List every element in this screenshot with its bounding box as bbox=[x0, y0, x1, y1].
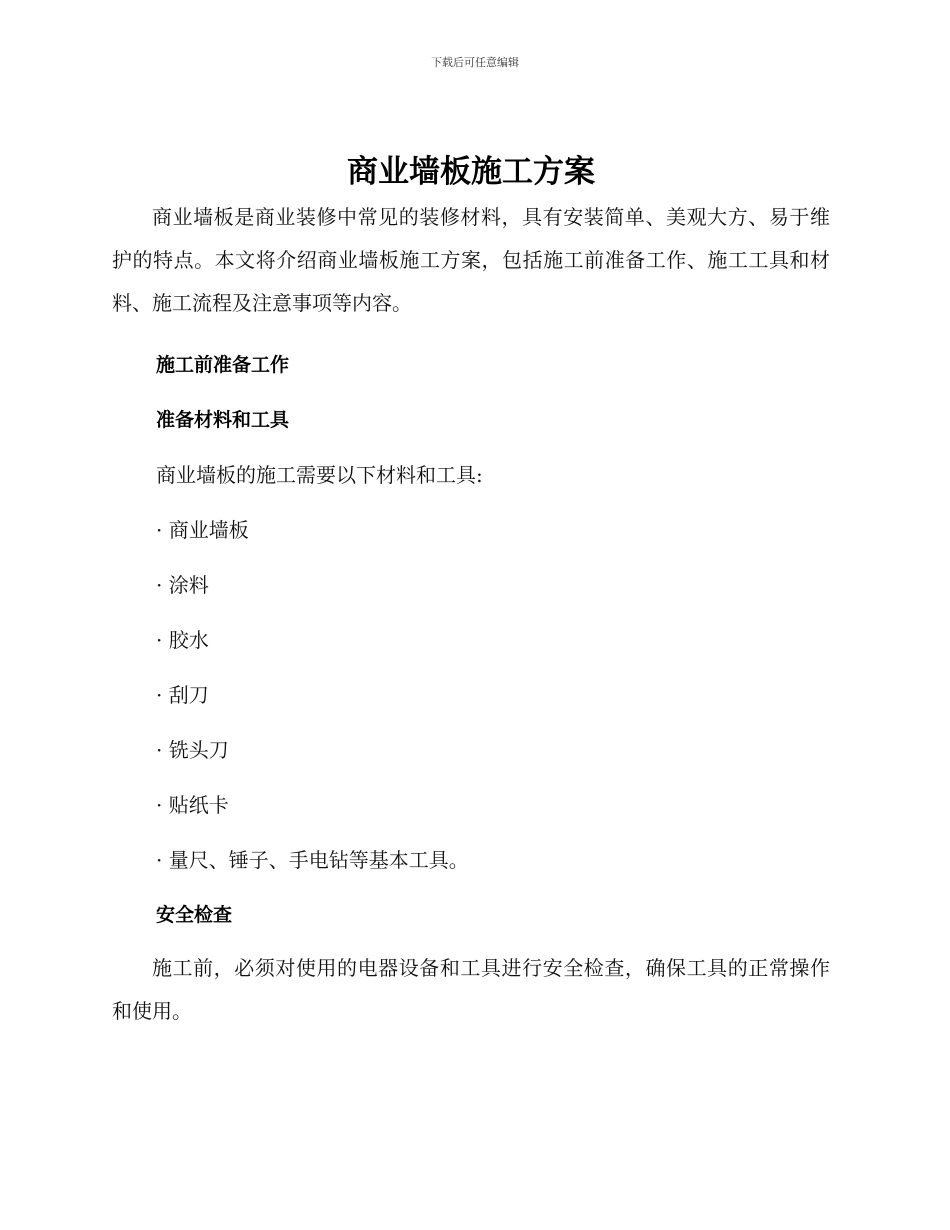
list-item: · 贴纸卡 bbox=[156, 793, 229, 817]
section-heading-preparation: 施工前准备工作 bbox=[156, 354, 290, 376]
document-title: 商业墙板施工方案 bbox=[347, 154, 595, 190]
document-body bbox=[112, 148, 830, 1033]
safety-paragraph: 施工前，必须对使用的电器设备和工具进行安全检查，确保工具的正常操作和使用。 bbox=[112, 956, 830, 1023]
subsection-heading-materials: 准备材料和工具 bbox=[156, 409, 290, 431]
subsection-heading-safety: 安全检查 bbox=[156, 904, 233, 926]
list-item: · 商业墙板 bbox=[156, 518, 249, 542]
header-note: 下载后可任意编辑 bbox=[431, 56, 519, 69]
list-item: · 刮刀 bbox=[156, 683, 209, 707]
list-item: · 胶水 bbox=[156, 628, 209, 652]
list-item: · 铣头刀 bbox=[156, 738, 229, 762]
intro-paragraph: 商业墙板是商业装修中常见的装修材料，具有安装简单、美观大方、易于维护的特点。本文将介绍商业墙板施工方案，包括施工前准备工作、施工工具和材料、施工流程及注意事项等内容。 bbox=[112, 205, 830, 315]
list-item: · 涂料 bbox=[156, 573, 209, 597]
materials-lead-text: 商业墙板的施工需要以下材料和工具: bbox=[156, 463, 483, 487]
list-item: · 量尺、锤子、手电钻等基本工具。 bbox=[156, 848, 469, 872]
